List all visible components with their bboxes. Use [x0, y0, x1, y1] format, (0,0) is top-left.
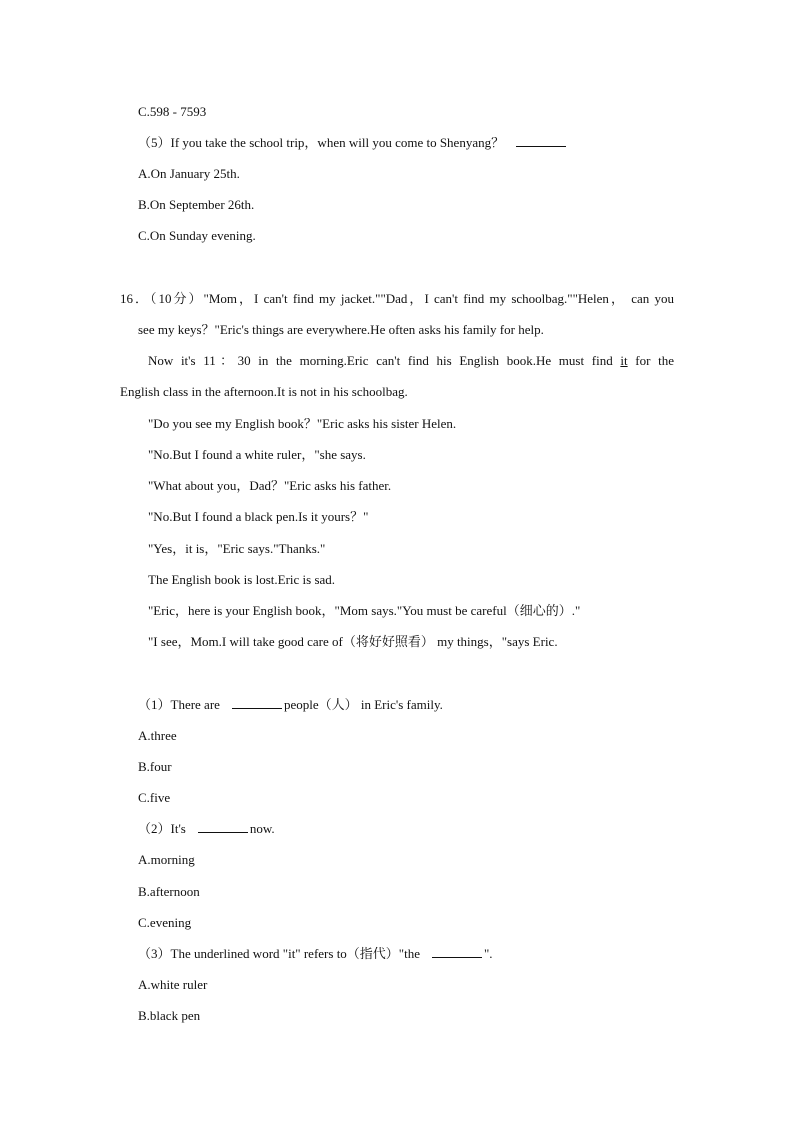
q15-item5-option-b: B.On September 26th. — [138, 197, 255, 212]
q15-item5-option-a: A.On January 25th. — [138, 166, 240, 181]
answer-blank[interactable] — [432, 946, 482, 958]
q16-sub2 — [138, 821, 275, 837]
para2-text-post: for the — [635, 353, 674, 368]
q16-sub3 — [138, 946, 493, 962]
sub1-option-a: A.three — [138, 728, 177, 743]
sub3-post: ". — [484, 946, 493, 961]
q16-header-cont: see my keys？"Eric's things are everywhere.He often asks his family for help. — [138, 322, 544, 337]
q15-item5 — [138, 135, 568, 151]
sub2-option-c: C.evening — [138, 915, 192, 930]
dialogue-line: "Yes，it is，"Eric says."Thanks." — [148, 541, 326, 556]
q15-item5-option-c: C.On Sunday evening. — [138, 228, 256, 243]
sub1-pre: （1）There are — [138, 697, 220, 712]
answer-blank[interactable] — [516, 135, 566, 147]
q16-sub1 — [138, 697, 443, 713]
sub2-pre: （2）It's — [138, 821, 186, 836]
sub3-option-a: A.white ruler — [138, 977, 208, 992]
answer-blank[interactable] — [232, 697, 282, 709]
dialogue-line: "Eric，here is your English book，"Mom says."You must be careful（细心的）." — [148, 603, 581, 618]
sub1-option-b: B.four — [138, 759, 172, 774]
dialogue-line: "No.But I found a black pen.Is it yours？" — [148, 509, 369, 524]
q15-option-c-prev: C.598 - 7593 — [138, 104, 207, 119]
sub1-option-c: C.five — [138, 790, 171, 805]
q16-para2-line1 — [148, 353, 674, 369]
sub3-pre: （3）The underlined word "it" refers to（指代）"the — [138, 946, 420, 961]
sub1-post: people（人） in Eric's family. — [283, 697, 443, 712]
q15-item5-text: （5）If you take the school trip，when will you come to Shenyang？ — [138, 135, 505, 150]
q16-para2-line2: English class in the afternoon.It is not in his schoolbag. — [120, 384, 408, 399]
sub3-option-b: B.black pen — [138, 1008, 201, 1023]
dialogue-line: "Do you see my English book？"Eric asks his sister Helen. — [148, 416, 457, 431]
sub2-option-a: A.morning — [138, 852, 195, 867]
underlined-word: it — [620, 353, 628, 368]
answer-blank[interactable] — [198, 821, 248, 833]
sub2-option-b: B.afternoon — [138, 884, 200, 899]
dialogue-line: "I see，Mom.I will take good care of（将好好照看） my things，"says Eric. — [148, 634, 558, 649]
sub2-post: now. — [249, 821, 275, 836]
dialogue-line: "No.But I found a white ruler，"she says. — [148, 447, 366, 462]
para2-text-pre: Now it's 11：30 in the morning.Eric can't find his English book.He must find — [148, 353, 613, 368]
dialogue-line: "What about you，Dad？"Eric asks his father. — [148, 478, 392, 493]
q16-header: 16．（10分）"Mom，I can't find my jacket.""Dad，I can't find my schoolbag.""Helen， can you — [120, 291, 674, 306]
dialogue-line: The English book is lost.Eric is sad. — [148, 572, 336, 587]
